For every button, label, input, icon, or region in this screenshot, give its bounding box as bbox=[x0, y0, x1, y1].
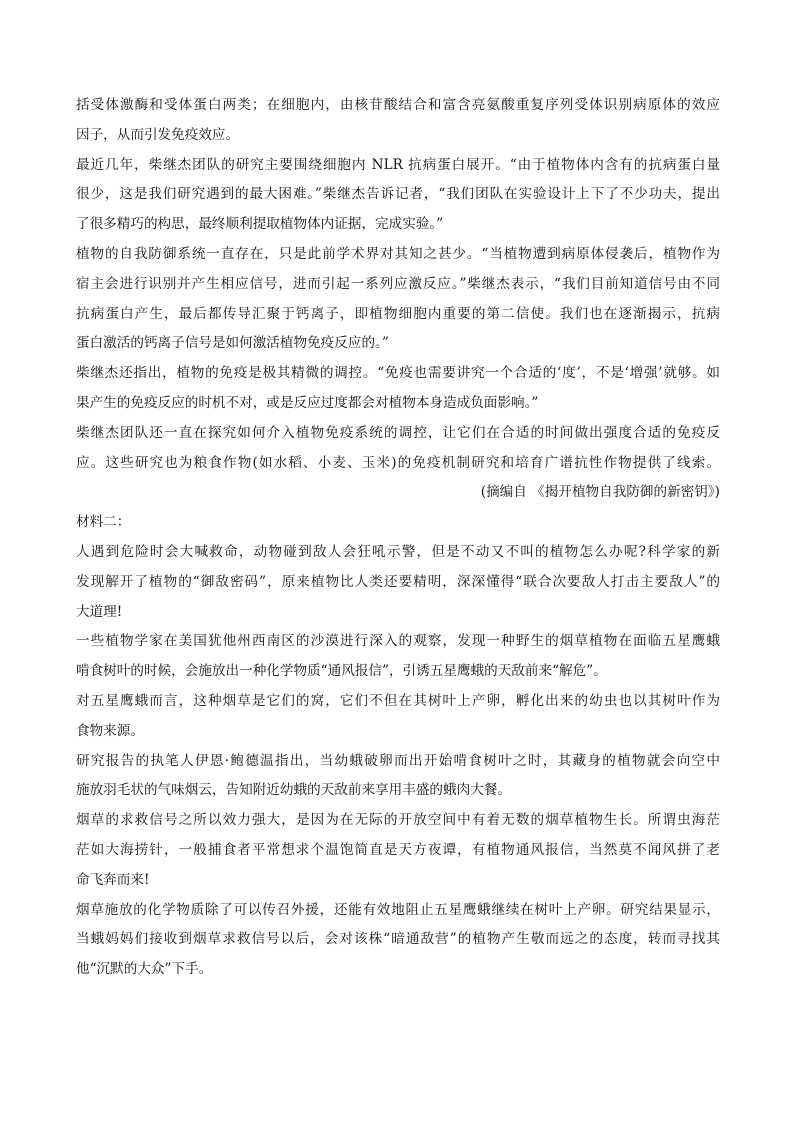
source-citation: (摘编自 《揭开植物自我防御的新密钥》) bbox=[480, 484, 720, 501]
paragraph bbox=[76, 419, 720, 479]
text-line: 抗病蛋白产生，最后都传导汇聚于钙离子，即植物细胞内重要的第二信使。我们也在逐渐揭示，抗病 bbox=[76, 305, 720, 322]
text-line: 食物来源。 bbox=[76, 722, 144, 739]
text-line: 植物的自我防御系统一直存在，只是此前学术界对其知之甚少。“当植物遭到病原体侵袭后，植物作为 bbox=[76, 245, 720, 262]
text-line: 啃食树叶的时候，会施放出一种化学物质“通风报信”，引诱五星鹰蛾的天敌前来“解危”。 bbox=[76, 663, 607, 680]
paragraph bbox=[76, 687, 720, 747]
text-line: 因子，从而引发免疫效应。 bbox=[76, 126, 240, 143]
paragraph bbox=[76, 91, 720, 151]
text-line: 果产生的免疫反应的时机不对，或是反应过度都会对植物本身造成负面影响。” bbox=[76, 394, 539, 411]
text-line: 括受体激酶和受体蛋白两类；在细胞内，由核苷酸结合和富含亮氨酸重复序列受体识别病原体的效应 bbox=[76, 97, 720, 113]
text-line: 茫如大海捞针，一般捕食者平常想求个温饱简直是天方夜谭，有植物通风报信，当然莫不闻风拼了老 bbox=[76, 841, 720, 858]
paragraph bbox=[76, 359, 720, 419]
paragraph bbox=[76, 747, 720, 807]
text-line: 了很多精巧的构思，最终顺利提取植物体内证据，完成实验。” bbox=[76, 216, 444, 233]
paragraph bbox=[76, 627, 720, 687]
text-line: 最近几年，柴继杰团队的研究主要围绕细胞内 NLR 抗病蛋白展开。“由于植物体内含有的抗病蛋白量 bbox=[76, 156, 720, 173]
text-line: 他“沉默的大众”下手。 bbox=[76, 961, 213, 978]
text-line: 命飞奔而来! bbox=[76, 871, 150, 888]
text-line: 蛋白激活的钙离子信号是如何激活植物免疫反应的。” bbox=[76, 335, 389, 352]
paragraph bbox=[76, 151, 720, 240]
paragraph bbox=[76, 508, 720, 538]
text-line: 材料二： bbox=[76, 514, 131, 531]
text-line: 发现解开了植物的“御敌密码”，原来植物比人类还要精明，深深懂得“联合次要敌人打击主要敌人”的 bbox=[76, 573, 720, 590]
text-line: 烟草施放的化学物质除了可以传召外援，还能有效地阻止五星鹰蛾继续在树叶上产卵。研究结果显示， bbox=[76, 901, 720, 918]
text-line: 人遇到危险时会大喊救命，动物碰到敌人会狂吼示警，但是不动又不叫的植物怎么办呢?科学家的新 bbox=[76, 543, 720, 560]
paragraph bbox=[76, 240, 720, 359]
text-line: 大道理! bbox=[76, 603, 123, 620]
text-line: 烟草的求救信号之所以效力强大，是因为在无际的开放空间中有着无数的烟草植物生长。所谓虫海茫 bbox=[76, 812, 720, 829]
text-line: 对五星鹰蛾而言，这种烟草是它们的窝，它们不但在其树叶上产卵，孵化出来的幼虫也以其树叶作为 bbox=[76, 692, 720, 709]
paragraph bbox=[76, 806, 720, 895]
paragraph bbox=[76, 896, 720, 985]
paragraph bbox=[76, 538, 720, 627]
text-line: 施放羽毛状的气味烟云，告知附近幼蛾的天敌前来享用丰盛的蛾肉大餐。 bbox=[76, 782, 511, 799]
text-line: 很少，这是我们研究遇到的最大困难。”柴继杰告诉记者，“我们团队在实验设计上下了不少功夫，提出 bbox=[76, 186, 720, 203]
paragraph bbox=[76, 478, 720, 508]
text-line: 柴继杰还指出，植物的免疫是极其精微的调控。“免疫也需要讲究一个合适的‘度’，不是‘增强’就够。如 bbox=[76, 365, 720, 382]
text-line: 柴继杰团队还一直在探究如何介入植物免疫系统的调控，让它们在合适的时间做出强度合适的免疫反 bbox=[76, 424, 720, 441]
text-line: 宿主会进行识别并产生相应信号，进而引起一系列应激反应。”柴继杰表示，“我们目前知道信号由不同 bbox=[76, 275, 720, 292]
text-line: 当蛾妈妈们接收到烟草求救信号以后，会对该株“暗通敌营”的植物产生敬而远之的态度，转而寻找其 bbox=[76, 931, 720, 948]
text-line: 应。这些研究也为粮食作物(如水稻、小麦、玉米)的免疫机制研究和培育广谱抗性作物提供了线索。 bbox=[76, 454, 720, 471]
document-page bbox=[76, 91, 720, 985]
text-line: 研究报告的执笔人伊恩·鲍德温指出，当幼蛾破卵而出开始啃食树叶之时，其藏身的植物就会向空中 bbox=[76, 752, 720, 769]
text-line: 一些植物学家在美国犹他州西南区的沙漠进行深入的观察，发现一种野生的烟草植物在面临五星鹰蛾 bbox=[76, 633, 720, 650]
